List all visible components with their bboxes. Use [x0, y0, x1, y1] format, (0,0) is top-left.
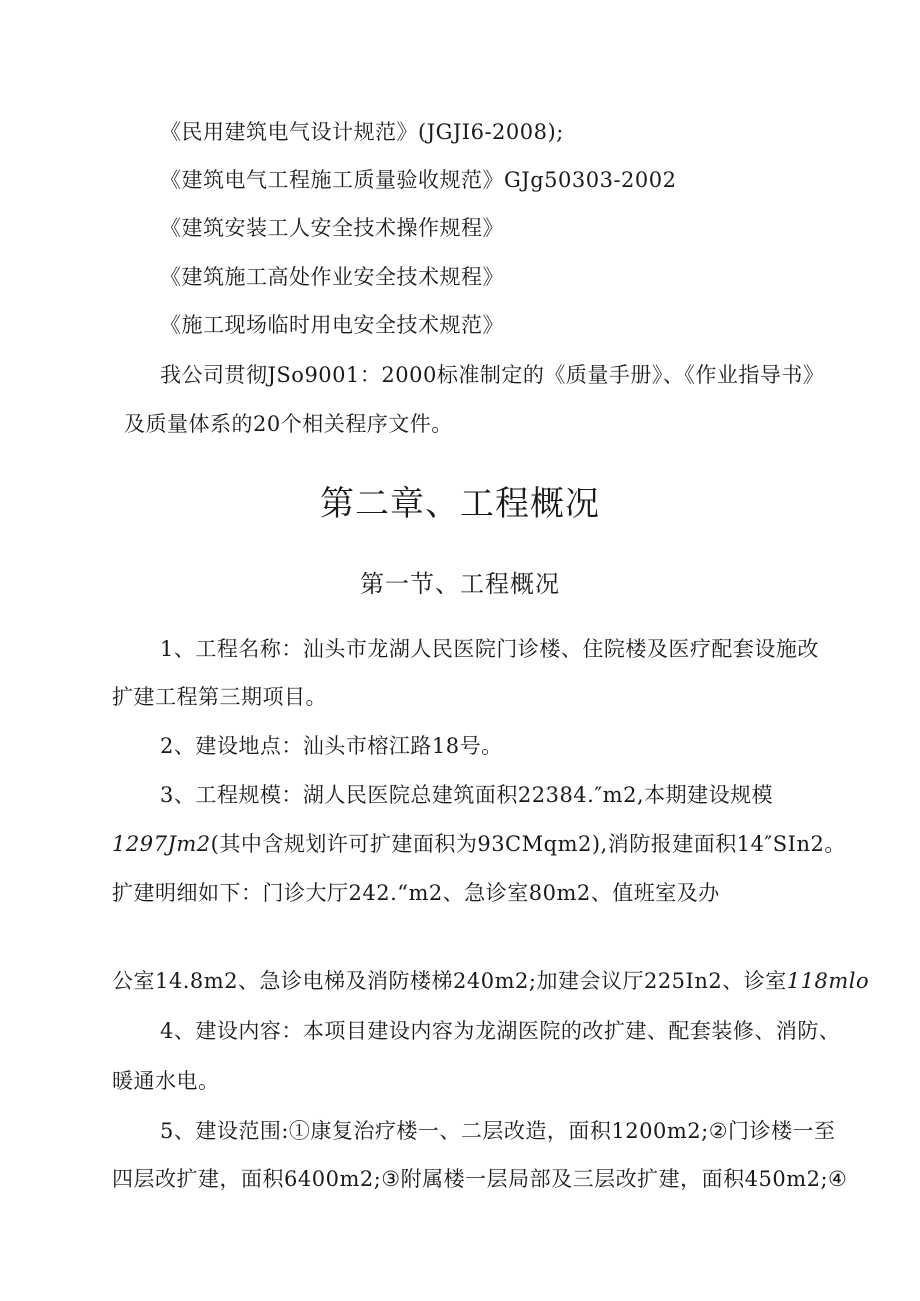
scale-detail-text: 公室14.8m2、急诊电梯及消防楼梯240m2;加建会议厅225In2、诊室 — [112, 969, 787, 993]
project-name-line: 扩建工程第三期项目。 — [112, 685, 327, 709]
scale-area-value: 1297Jm2 — [112, 832, 211, 856]
project-location: 2、建设地点：汕头市榕江路18号。 — [160, 734, 503, 758]
quality-statement-line: 我公司贯彻JSo9001：2000标准制定的《质量手册》、《作业指导书》 — [160, 363, 825, 387]
project-range-line: 四层改扩建，面积6400m2;③附属楼一层局部及三层改扩建，面积450m2;④ — [112, 1167, 848, 1191]
section-title: 第一节、工程概况 — [360, 570, 560, 598]
reference-item: 《建筑安装工人安全技术操作规程》 — [160, 216, 504, 240]
project-content-line: 4、建设内容：本项目建设内容为龙湖医院的改扩建、配套装修、消防、 — [160, 1019, 841, 1043]
project-range-line: 5、建设范围:①康复治疗楼一、二层改造，面积1200m2;②门诊楼一至 — [160, 1119, 836, 1143]
project-scale-line — [112, 829, 846, 859]
project-content-line: 暖通水电。 — [112, 1069, 220, 1093]
project-scale-line: 3、工程规模：湖人民医院总建筑面积22384.″m2,本期建设规模 — [160, 783, 774, 807]
reference-item: 《建筑电气工程施工质量验收规范》GJg50303-2002 — [160, 168, 677, 192]
quality-statement-line: 及质量体系的20个相关程序文件。 — [124, 412, 453, 436]
scale-area-detail: (其中含规划许可扩建面积为93CMqm2),消防报建面积14″SIn2。 — [210, 832, 846, 856]
reference-item: 《施工现场临时用电安全技术规范》 — [160, 313, 504, 337]
reference-item: 《建筑施工高处作业安全技术规程》 — [160, 265, 504, 289]
project-scale-line — [112, 966, 869, 996]
reference-item: 《民用建筑电气设计规范》(JGJI6-2008); — [160, 120, 564, 144]
clinic-area-value: 118mlo — [786, 969, 870, 993]
project-name-line: 1、工程名称：汕头市龙湖人民医院门诊楼、住院楼及医疗配套设施改 — [160, 637, 819, 661]
chapter-title: 第二章、工程概况 — [320, 484, 600, 524]
project-scale-line: 扩建明细如下：门诊大厅242.“m2、急诊室80m2、值班室及办 — [112, 881, 720, 905]
